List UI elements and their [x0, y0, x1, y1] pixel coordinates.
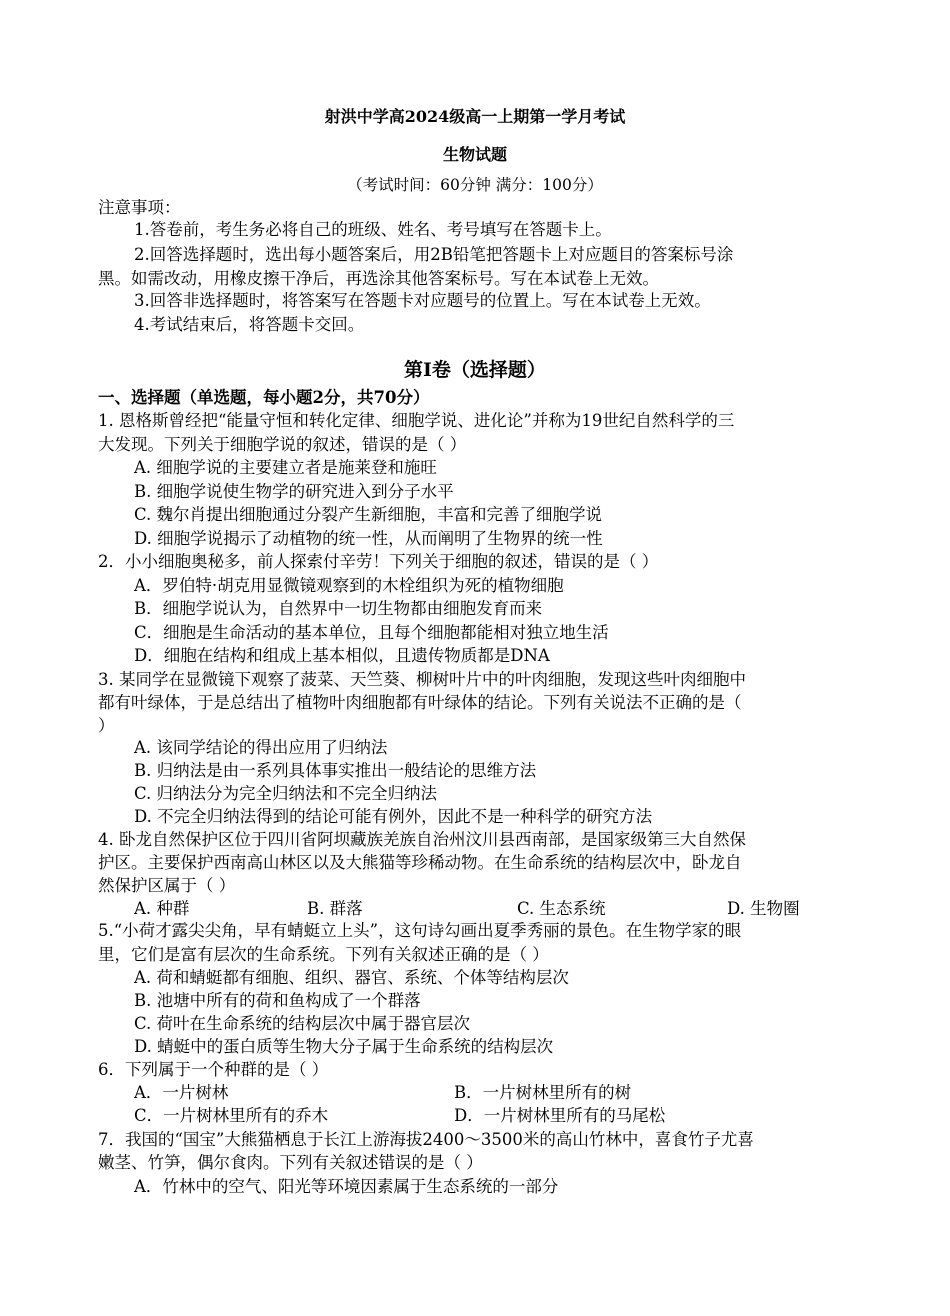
q1-option-b: B. 细胞学说使生物学的研究进入到分子水平 — [134, 482, 454, 501]
subject-title: 生物试题 — [442, 145, 507, 164]
q2-option-d: D．细胞在结构和组成上基本相似，且遗传物质都是DNA — [134, 646, 550, 665]
q2-option-a: A．罗伯特·胡克用显微镜观察到的木栓组织为死的植物细胞 — [134, 576, 564, 595]
q1-option-a: A. 细胞学说的主要建立者是施莱登和施旺 — [134, 458, 437, 477]
q5-option-a: A. 荷和蜻蜓都有细胞、组织、器官、系统、个体等结构层次 — [134, 968, 569, 987]
q4-stem-cont: 护区。主要保护西南高山林区以及大熊猫等珍稀动物。在生命系统的结构层次中，卧龙自 — [98, 853, 742, 872]
q3-option-b: B. 归纳法是由一系列具体事实推出一般结论的思维方法 — [134, 761, 537, 780]
q2-option-b: B．细胞学说认为，自然界中一切生物都由细胞发育而来 — [134, 599, 543, 618]
q2-option-c: C．细胞是生命活动的基本单位，且每个细胞都能相对独立地生活 — [134, 623, 609, 642]
exam-title: 射洪中学高2024级高一上期第一学月考试 — [324, 107, 626, 126]
q4-option-c: C. 生态系统 — [517, 899, 606, 918]
q6-option-a: A．一片树林 — [134, 1083, 229, 1102]
exam-info: （考试时间：60分钟 满分：100分） — [347, 176, 603, 194]
q5-option-d: D. 蜻蜓中的蛋白质等生物大分子属于生命系统的结构层次 — [134, 1037, 554, 1056]
q3-option-a: A. 该同学结论的得出应用了归纳法 — [134, 738, 388, 757]
q5-stem-cont: 里，它们是富有层次的生命系统。下列有关叙述正确的是（ ） — [98, 945, 549, 964]
section-title: 第I卷（选择题） — [404, 359, 546, 381]
q6-stem: 6．下列属于一个种群的是（ ） — [98, 1060, 329, 1079]
q7-stem-cont: 嫩茎、竹笋，偶尔食肉。下列有关叙述错误的是（ ） — [98, 1153, 483, 1172]
notice-item-2: 2.回答选择题时，选出每小题答案后，用2B铅笔把答题卡上对应题目的答案标号涂 — [134, 245, 734, 264]
q3-option-c: C. 归纳法分为完全归纳法和不完全归纳法 — [134, 784, 438, 803]
q1-stem: 1. 恩格斯曾经把“能量守恒和转化定律、细胞学说、进化论”并称为19世纪自然科学的三 — [98, 411, 735, 430]
notice-item-3: 3.回答非选择题时，将答案写在答题卡对应题号的位置上。写在本试卷上无效。 — [134, 291, 711, 310]
q5-option-b: B. 池塘中所有的荷和鱼构成了一个群落 — [134, 991, 421, 1010]
q4-stem: 4. 卧龙自然保护区位于四川省阿坝藏族羌族自治州汶川县西南部，是国家级第三大自然保 — [98, 830, 746, 849]
q1-option-c: C. 魏尔肖提出细胞通过分裂产生新细胞，丰富和完善了细胞学说 — [134, 505, 603, 524]
q1-option-d: D. 细胞学说揭示了动植物的统一性，从而阐明了生物界的统一性 — [134, 529, 603, 548]
q3-stem-end: ） — [98, 716, 115, 735]
notice-item-2-cont: 黑。如需改动，用橡皮擦干净后，再选涂其他答案标号。写在本试卷上无效。 — [98, 269, 659, 288]
q2-stem: 2．小小细胞奥秘多，前人探索付辛劳！下列关于细胞的叙述，错误的是（ ） — [98, 552, 659, 571]
q4-stem-end: 然保护区属于（ ） — [98, 876, 236, 895]
q7-stem: 7．我国的“国宝”大熊猫栖息于长江上游海拔2400～3500米的高山竹林中，喜食竹子尤喜 — [98, 1130, 754, 1149]
q3-option-d: D. 不完全归纳法得到的结论可能有例外，因此不是一种科学的研究方法 — [134, 807, 653, 826]
q5-stem: 5.“小荷才露尖尖角，早有蜻蜓立上头”，这句诗勾画出夏季秀丽的景色。在生物学家的眼 — [98, 921, 742, 940]
q5-option-c: C. 荷叶在生命系统的结构层次中属于器官层次 — [134, 1014, 471, 1033]
q6-option-d: D．一片树林里所有的马尾松 — [454, 1106, 666, 1125]
part-heading: 一、选择题（单选题，每小题2分，共70分） — [98, 388, 430, 407]
notice-item-4: 4.考试结束后，将答题卡交回。 — [134, 315, 365, 334]
q1-stem-cont: 大发现。下列关于细胞学说的叙述，错误的是（ ） — [98, 435, 467, 454]
q3-stem-cont: 都有叶绿体，于是总结出了植物叶肉细胞都有叶绿体的结论。下列有关说法不正确的是（ — [98, 693, 742, 712]
q4-option-b: B. 群落 — [307, 899, 363, 918]
q4-option-a: A. 种群 — [134, 899, 190, 918]
q6-option-c: C．一片树林里所有的乔木 — [134, 1106, 329, 1125]
q6-option-b: B．一片树林里所有的树 — [454, 1083, 632, 1102]
q7-option-a: A．竹林中的空气、阳光等环境因素属于生态系统的一部分 — [134, 1177, 559, 1196]
q4-option-d: D. 生物圈 — [727, 899, 800, 918]
notice-heading: 注意事项： — [98, 198, 181, 217]
q3-stem: 3. 某同学在显微镜下观察了菠菜、天竺葵、柳树叶片中的叶肉细胞，发现这些叶肉细胞中 — [98, 670, 746, 689]
notice-item-1: 1.答卷前，考生务必将自己的班级、姓名、考号填写在答题卡上。 — [134, 220, 612, 239]
